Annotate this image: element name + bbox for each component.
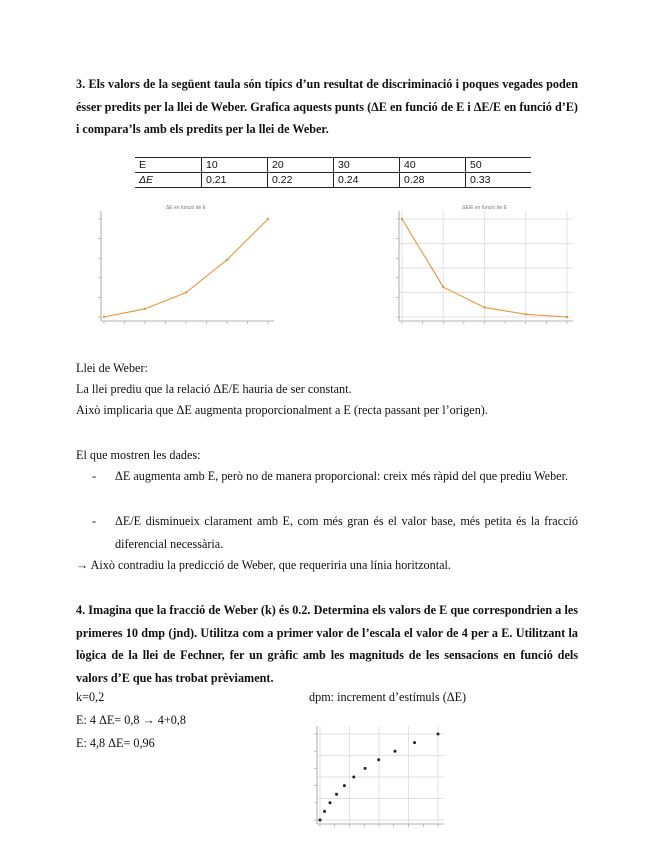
weber-line-1: La llei prediu que la relació ΔE/E hauria de ser constant. [76,382,352,396]
chart-title: ΔE en funció de E [165,205,207,211]
question-4-text: 4. Imagina que la fracció de Weber (k) és 0.2. Determina els valors de E que correspondrien a les primeres 10 dmp (jnd). Utilitza com a primer valor de l’escala el valor de 4 per a E. Utilitzant la lògica de la llei de Fechner, fer un gràfic amb les magnituds de les sensacions en funció dels valors d’E que has trobat prèviament. [76,603,578,685]
table-cell: 50 [466,158,532,173]
table-cell: 0.24 [334,173,400,188]
table-row [135,173,531,188]
data-point [319,819,322,822]
table-row [135,158,531,173]
bullet-text: ΔE/E disminueix clarament amb E, com més gran és el valor base, més petita és la fracció diferencial necessària. [115,514,578,551]
data-point [377,758,380,761]
chart-title: ΔE/E en funció de E [462,205,507,211]
data-point [525,313,527,315]
data-point [328,801,331,804]
table-cell: 0.21 [202,173,268,188]
data-point [401,218,403,220]
chart-fechner-scale [296,728,446,834]
table-cell: 20 [268,158,334,173]
data-point [566,316,568,318]
table-cell: 0.28 [400,173,466,188]
data-point [103,316,105,318]
conclusion: → Això contradiu la predicció de Weber, que requeriria una línia horitzontal. [76,558,451,572]
data-point [185,291,187,293]
answer-k: k=0,2 [76,690,105,704]
answer-dpm: dpm: increment d’estímuls (ΔE) [309,690,467,704]
weber-heading: Llei de Weber: [76,361,148,375]
bullet-item [92,465,578,488]
data-point [226,259,228,261]
data-point [413,741,416,744]
data-point [442,286,444,288]
data-point [343,784,346,787]
data-point [393,750,396,753]
data-point [352,776,355,779]
table-row-label: E [135,158,202,173]
table-cell: 0.22 [268,173,334,188]
table-cell: 30 [334,158,400,173]
data-point [323,810,326,813]
data-point [437,733,440,736]
answer-e1: E: 4 ΔE= 0,8 → 4+0,8 [76,713,186,727]
chart-weber-fraction-vs-e [372,205,582,335]
series-line [104,219,268,317]
bullet-dash: - [92,514,97,528]
data-point [483,306,485,308]
data-point [267,218,269,220]
data-table [135,157,531,188]
table-cell: 10 [202,158,268,173]
data-point [144,308,146,310]
data-point [335,793,338,796]
table-cell: 40 [400,158,466,173]
table-cell: 0.33 [466,173,532,188]
table-row-label: ΔE [135,173,202,188]
bullet-text: ΔE augmenta amb E, però no de manera proporcional: creix més ràpid del que prediu Weber. [115,469,569,483]
weber-line-2: Això implicaria que ΔE augmenta proporcionalment a E (recta passant per l’origen). [76,403,488,417]
chart-delta-e-vs-e [86,205,286,335]
observations-intro: El que mostren les dades: [76,448,201,462]
bullet-item [92,510,578,555]
bullet-dash: - [92,469,97,483]
data-point [364,767,367,770]
question-3-text: 3. Els valors de la següent taula són típics d’un resultat de discriminació i poques vegades poden ésser predits per la llei de Weber. Grafica aquests punts (ΔE en funció de E i ΔE/E en funció d’E) i compara’ls amb els predits per la llei de Weber. [76,77,578,136]
answer-e2: E: 4,8 ΔE= 0,96 [76,736,155,750]
